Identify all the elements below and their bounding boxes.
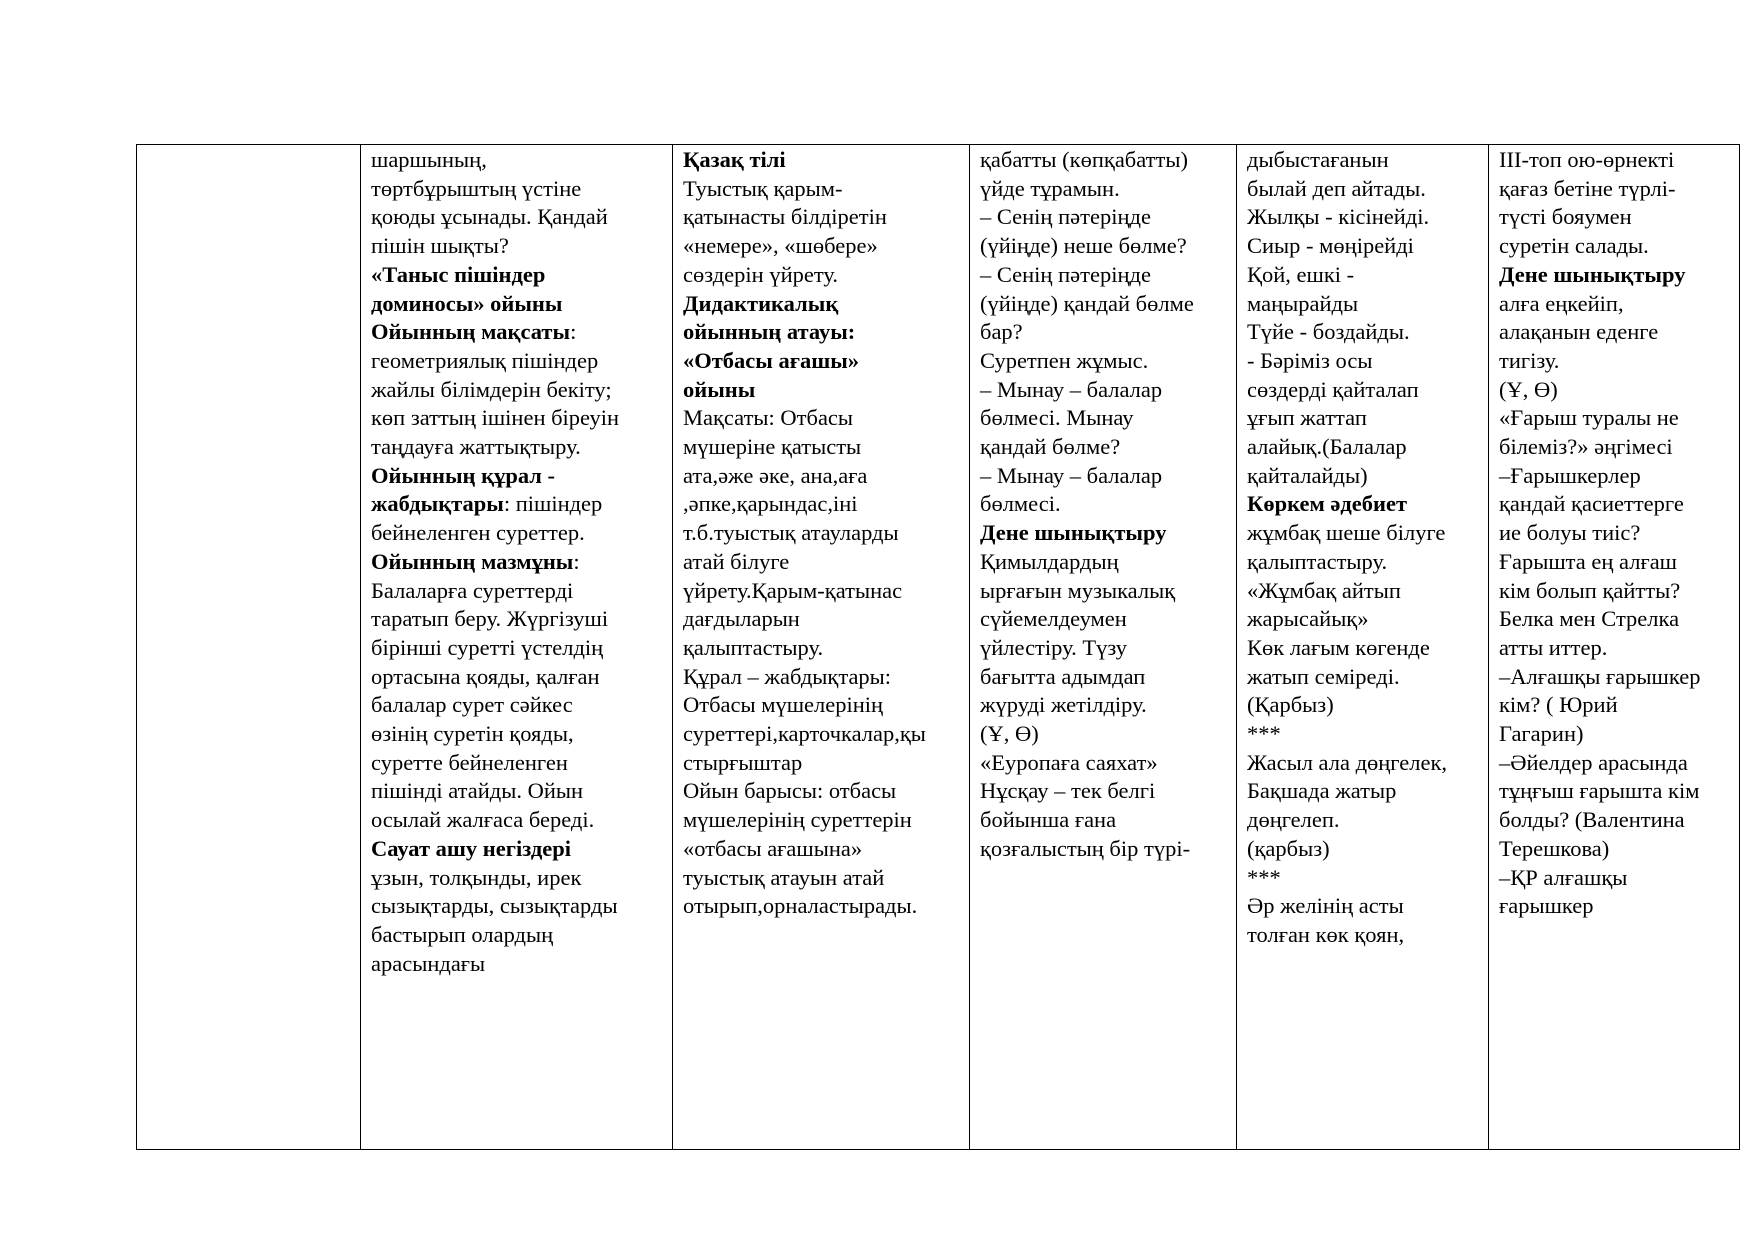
cell-text-line: Құрал – жабдықтары:	[683, 663, 892, 689]
cell-text-line: алайық.(Балалар	[1247, 434, 1407, 460]
cell-text-line: стырғыштар	[683, 749, 803, 775]
cell-text-line: суретте бейнеленген	[371, 749, 568, 775]
cell-text-line: ата,әже әке, ана,аға	[683, 462, 868, 488]
cell-text-line: Дене шынықтыру	[1499, 261, 1686, 287]
cell-text-line: Жасыл ала дөңгелек,	[1247, 749, 1447, 775]
cell-text-line: қабатты (көпқабатты)	[980, 147, 1188, 172]
cell-text-line: алақанын еденге	[1499, 319, 1659, 345]
cell-text-line: – Мынау – балалар	[980, 462, 1163, 488]
cell-text-line: сүйемелдеумен	[980, 606, 1127, 632]
cell-text-line: бастырып олардың	[371, 921, 554, 947]
cell-text-line: сөздерді қайталап	[1247, 376, 1419, 402]
cell-text-line: тұңғыш ғарышта кім	[1499, 778, 1700, 804]
cell-text-line: алға еңкейіп,	[1499, 290, 1624, 316]
table-cell	[970, 145, 1237, 1150]
table-cell	[1237, 145, 1489, 1150]
cell-text-line: – Мынау – балалар	[980, 376, 1163, 402]
cell-text-line: Бақшада жатыр	[1247, 778, 1397, 804]
line-rest: : пішіндер	[503, 491, 603, 517]
cell-text-line: қағаз бетіне түрлі-	[1499, 175, 1676, 201]
cell-text-line: (Ұ, Ө)	[980, 721, 1039, 747]
cell-text-line: Дидактикалық	[683, 290, 839, 316]
cell-text-line: тигізу.	[1499, 347, 1560, 373]
cell-text-line: үйлестіру. Түзу	[980, 634, 1127, 660]
cell-text-line: қатынасты білдіретін	[683, 204, 887, 230]
cell-text-line: Суретпен жұмыс.	[980, 347, 1149, 373]
cell-text-line: пішінді атайды. Ойын	[371, 778, 584, 804]
table-cell	[1489, 145, 1740, 1150]
line-rest: :	[573, 548, 580, 574]
cell-text-line: Көркем әдебиет	[1247, 491, 1408, 517]
cell-text-line: бағытта адымдап	[980, 663, 1146, 689]
cell-text-line: таңдауға жаттықтыру.	[371, 434, 581, 460]
cell-text-line: бөлмесі. Мынау	[980, 405, 1134, 431]
cell-text-line: –Әйелдер арасында	[1499, 749, 1688, 775]
cell-text-line: Белка мен Стрелка	[1499, 606, 1680, 632]
cell-text-line: (Қарбыз)	[1247, 692, 1334, 718]
cell-text-line: балалар сурет сәйкес	[371, 692, 573, 718]
cell-text-line: (қарбыз)	[1247, 835, 1330, 861]
cell-text-line: (Ұ, Ө)	[1499, 376, 1558, 402]
cell-text-line: Нұсқау – тек белгі	[980, 778, 1156, 804]
cell-text-line: «Таныс пішіндер	[371, 261, 546, 287]
cell-text-line: бейнеленген суреттер.	[371, 520, 585, 546]
cell-text-line: бірінші суретті үстелдің	[371, 634, 604, 660]
cell-text-line: үйде тұрамын.	[980, 175, 1120, 201]
cell-text-line: ***	[1247, 864, 1281, 890]
line-rest: :	[570, 319, 577, 345]
cell-text-line: – Сенің пәтеріңде	[980, 204, 1151, 230]
cell-text-line: ,әпке,қарындас,іні	[683, 491, 858, 517]
cell-text-line: пішін шықты?	[371, 233, 509, 259]
cell-text-line: «немере», «шөбере»	[683, 233, 878, 259]
cell-text-line: қалыптастыру.	[683, 634, 824, 660]
cell-text-line: Отбасы мүшелерінің	[683, 692, 884, 718]
cell-text-line: арасындағы	[371, 950, 486, 976]
cell-text-line: Әр желінің асты	[1247, 893, 1404, 919]
cell-text-line: ұғып жаттап	[1247, 405, 1367, 431]
cell-text-line: Қимылдардың	[980, 548, 1119, 574]
cell-text-line: осылай жалғаса береді.	[371, 807, 595, 833]
cell-text-line: ІІІ-топ ою-өрнекті	[1499, 147, 1675, 172]
cell-text-line: қайталайды)	[1247, 462, 1368, 488]
cell-text-line: атай білуге	[683, 548, 790, 574]
table-row	[137, 145, 1740, 1150]
cell-text-line: Ойын барысы: отбасы	[683, 778, 897, 804]
cell-text-line: суреттері,карточкалар,қы	[683, 721, 926, 747]
cell-text-line: ырғағын музыкалық	[980, 577, 1176, 603]
cell-text-line: Сауат ашу негіздері	[371, 835, 571, 861]
cell-text-line: ойыны	[683, 376, 756, 402]
cell-text-line: қоюды ұсынады. Қандай	[371, 204, 608, 230]
schedule-table	[136, 144, 1740, 1150]
cell-text-line: Мақсаты: Отбасы	[683, 405, 854, 431]
cell-text-line	[371, 490, 666, 519]
cell-text-line: мүшелерінің суреттерін	[683, 807, 912, 833]
cell-text-line: (үйіңде) неше бөлме?	[980, 233, 1187, 259]
cell-text-line: былай деп айтады.	[1247, 175, 1426, 201]
cell-text-line: Балаларға суреттерді	[371, 577, 574, 603]
cell-text-line: т.б.туыстық атауларды	[683, 520, 899, 546]
cell-text-line: таратып беру. Жүргізуші	[371, 606, 609, 632]
table-cell	[137, 145, 361, 1150]
cell-text-line: ие болуы тиіс?	[1499, 520, 1641, 546]
cell-text-line: жұмбақ шеше білуге	[1247, 520, 1446, 546]
cell-text-line: суретін салады.	[1499, 233, 1649, 259]
cell-text-line: «Еуропаға саяхат»	[980, 749, 1158, 775]
cell-text-line: жүруді жетілдіру.	[980, 692, 1147, 718]
cell-text-line: - Бәріміз осы	[1247, 347, 1373, 373]
cell-text-line: түсті бояумен	[1499, 204, 1632, 230]
cell-text-line: доминосы» ойыны	[371, 290, 563, 316]
cell-text-line: толған көк қоян,	[1247, 921, 1405, 947]
cell-text-line: туыстық атауын атай	[683, 864, 885, 890]
cell-text-line: маңырайды	[1247, 290, 1359, 316]
cell-text-line: атты иттер.	[1499, 634, 1608, 660]
cell-text-line: жатып семіреді.	[1247, 663, 1400, 689]
cell-text-line: (үйіңде) қандай бөлме	[980, 290, 1194, 316]
cell-text-line: Ғарышта ең алғаш	[1499, 548, 1678, 574]
cell-text-line: Терешкова)	[1499, 835, 1610, 861]
cell-text-line: қозғалыстың бір түрі-	[980, 835, 1191, 861]
bold-heading: жабдықтары	[371, 491, 504, 517]
cell-text-line: –ҚР алғашқы	[1499, 864, 1628, 890]
cell-text-line: Жылқы - кісінейді.	[1247, 204, 1430, 230]
cell-text-line: Түйе - боздайды.	[1247, 319, 1410, 345]
cell-text-line: Туыстық қарым-	[683, 175, 843, 201]
cell-text-line: өзінің суретін қояды,	[371, 721, 574, 747]
cell-text-line	[371, 318, 666, 347]
cell-text-line: Гагарин)	[1499, 721, 1584, 747]
cell-text-line: қандай қасиеттерге	[1499, 491, 1684, 517]
cell-text-line: бөлмесі.	[980, 491, 1061, 517]
cell-text-line: білеміз?» әңгімесі	[1499, 434, 1673, 460]
cell-text-line: қандай бөлме?	[980, 434, 1121, 460]
cell-text-line: кім болып қайтты?	[1499, 577, 1681, 603]
cell-text-line: ортасына қояды, қалған	[371, 663, 600, 689]
cell-text-line: Қазақ тілі	[683, 147, 786, 172]
table-cell	[673, 145, 970, 1150]
cell-text-line: мүшеріне қатысты	[683, 434, 862, 460]
cell-text-line: ұзын, толқынды, ирек	[371, 864, 582, 890]
cell-text-line: ойынның атауы:	[683, 319, 856, 345]
cell-text-line: көп заттың ішінен біреуін	[371, 405, 620, 431]
cell-text-line: –Ғарышкерлер	[1499, 462, 1641, 488]
cell-text-line: жайлы білімдерін бекіту;	[371, 376, 612, 402]
cell-text-line: дыбыстағанын	[1247, 147, 1389, 172]
cell-text-line: қалыптастыру.	[1247, 548, 1388, 574]
cell-text-line: бойынша ғана	[980, 807, 1117, 833]
cell-text-line: «отбасы ағашына»	[683, 835, 863, 861]
cell-text-line: –Алғашқы ғарышкер	[1499, 663, 1701, 689]
cell-text-line: бар?	[980, 319, 1023, 345]
cell-text-line: болды? (Валентина	[1499, 807, 1685, 833]
cell-text-line: шаршының,	[371, 147, 487, 172]
cell-text-line: Сиыр - мөңірейді	[1247, 233, 1414, 259]
cell-text-line: Ойынның құрал -	[371, 462, 556, 488]
table-cell	[361, 145, 673, 1150]
cell-text-line: «Жұмбақ айтып	[1247, 577, 1401, 603]
cell-text-line: геометриялық пішіндер	[371, 347, 599, 373]
cell-text-line: ғарышкер	[1499, 893, 1594, 919]
cell-text-line: жарысайық»	[1247, 606, 1369, 632]
cell-text-line: сызықтарды, сызықтарды	[371, 893, 618, 919]
cell-text-line: дағдыларын	[683, 606, 800, 632]
cell-text-line: кім? ( Юрий	[1499, 692, 1618, 718]
cell-text-line: «Ғарыш туралы не	[1499, 405, 1679, 431]
cell-text-line: үйрету.Қарым-қатынас	[683, 577, 903, 603]
cell-text-line: Көк лағым көгенде	[1247, 634, 1430, 660]
bold-heading: Ойынның мақсаты	[371, 319, 571, 345]
bold-heading: Ойынның мазмұны	[371, 548, 574, 574]
cell-text-line: Қой, ешкі -	[1247, 261, 1355, 287]
cell-text-line: ***	[1247, 721, 1281, 747]
cell-text-line: «Отбасы ағашы»	[683, 347, 860, 373]
cell-text-line: дөңгелеп.	[1247, 807, 1340, 833]
cell-text-line: – Сенің пәтеріңде	[980, 261, 1151, 287]
cell-text-line: төртбұрыштың үстіне	[371, 175, 582, 201]
cell-text-line: сөздерін үйрету.	[683, 261, 839, 287]
cell-text-line: Дене шынықтыру	[980, 520, 1167, 546]
cell-text-line: отырып,орналастырады.	[683, 893, 918, 919]
cell-text-line	[371, 548, 666, 577]
